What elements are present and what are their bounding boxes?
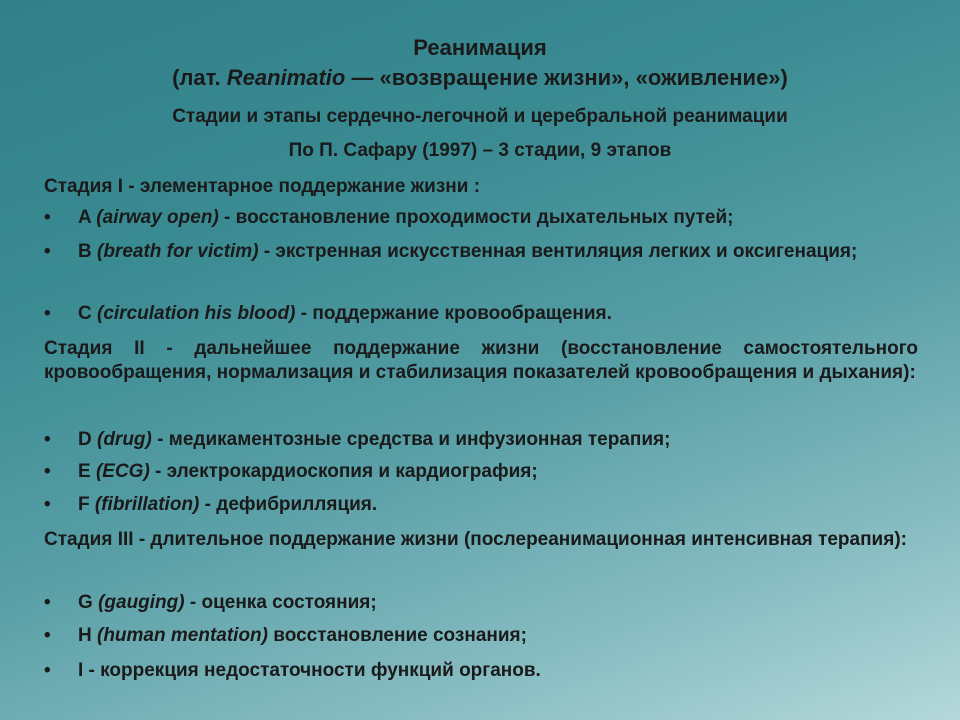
stage-1-item-c	[44, 302, 918, 326]
stage-2-item-f	[44, 493, 918, 517]
stage-3-item-i	[44, 659, 918, 683]
list-item	[44, 240, 918, 264]
item-code: (drug)	[97, 429, 152, 450]
bullet-icon: •	[44, 461, 51, 482]
list-item	[44, 428, 918, 452]
item-letter: D	[78, 429, 97, 450]
item-text: - восстановление проходимости дыхательных путей;	[218, 207, 734, 228]
item-letter: E	[78, 461, 96, 482]
stage-3-item-g	[44, 591, 918, 615]
stage-2-item-d	[44, 428, 918, 452]
item-code: (breath for victim)	[97, 241, 259, 262]
item-letter: B	[78, 241, 97, 262]
slide-title: Реанимация	[413, 35, 547, 60]
slide-subtitle-latin	[0, 66, 960, 90]
bullet-icon: •	[44, 303, 51, 324]
item-text: - электрокардиоскопия и кардиография;	[149, 461, 538, 482]
item-text: - экстренная искусственная вентиляция легких и оксигенация;	[258, 241, 858, 262]
item-letter: C	[78, 303, 97, 324]
list-item	[44, 493, 918, 517]
item-text: - дефибрилляция.	[199, 494, 378, 515]
list-item	[44, 591, 918, 615]
item-code: (airway open)	[96, 207, 219, 228]
item-letter: I	[78, 660, 84, 681]
item-code: (gauging)	[98, 592, 185, 613]
stage-3-text: Стадия III - длительное поддержание жизни (послереанимационная интенсивная терапия):	[44, 529, 907, 550]
list-item	[44, 624, 918, 648]
bullet-icon: •	[44, 660, 51, 681]
item-code: (fibrillation)	[94, 494, 200, 515]
stage-3-heading	[44, 528, 918, 552]
item-text: - поддержание кровообращения.	[295, 303, 612, 324]
item-letter: G	[78, 592, 99, 613]
subtitle-latin-word: Reanimatio	[226, 65, 346, 90]
list-item	[44, 302, 918, 326]
stage-1-item-b	[44, 240, 918, 264]
bullet-icon: •	[44, 241, 51, 262]
list-item	[44, 206, 918, 230]
bullet-icon: •	[44, 494, 51, 515]
list-item	[44, 460, 918, 484]
subtitle-prefix: (лат.	[172, 65, 227, 90]
bullet-icon: •	[44, 429, 51, 450]
subtitle-suffix: — «возвращение жизни», «оживление»)	[345, 65, 788, 90]
stage-2-text: Стадия II - дальнейшее поддержание жизни (восстановление самостоятельного кровообращения, нормализация и стабилизация показателей кровообращения и дыхания):	[44, 338, 918, 383]
bullet-icon: •	[44, 207, 51, 228]
section-heading: Стадии и этапы сердечно-легочной и церебральной реанимации	[172, 106, 788, 127]
item-code: (ECG)	[95, 461, 150, 482]
stage-1-item-a	[44, 206, 918, 230]
item-text: - оценка состояния;	[184, 592, 377, 613]
stage-1-text: Стадия I - элементарное поддержание жизни :	[44, 176, 481, 197]
stage-3-item-h	[44, 624, 918, 648]
item-code: (human mentation)	[97, 625, 268, 646]
bullet-icon: •	[44, 592, 51, 613]
item-letter: F	[78, 494, 95, 515]
section-source: По П. Сафару (1997) – 3 стадии, 9 этапов	[288, 140, 672, 161]
item-text: - коррекция недостаточности функций органов.	[83, 660, 541, 681]
stage-2-heading	[44, 337, 918, 385]
stage-2-item-e	[44, 460, 918, 484]
list-item	[44, 659, 918, 683]
item-letter: A	[78, 207, 97, 228]
item-text: - медикаментозные средства и инфузионная терапия;	[151, 429, 671, 450]
stage-1-heading	[44, 175, 918, 199]
bullet-icon: •	[44, 625, 51, 646]
item-letter: H	[78, 625, 97, 646]
item-text: восстановление сознания;	[268, 625, 527, 646]
item-code: (circulation his blood)	[97, 303, 296, 324]
